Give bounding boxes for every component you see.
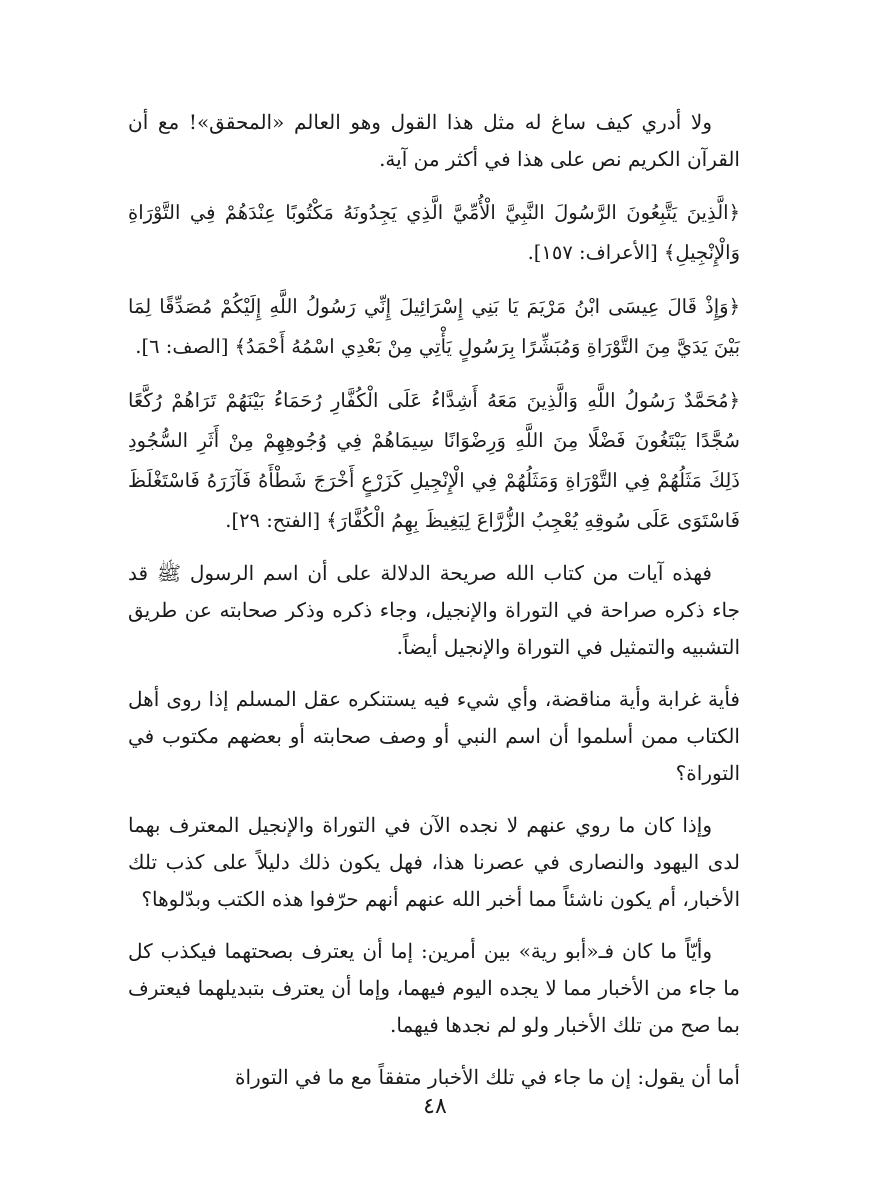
paragraph-2: فهذه آيات من كتاب الله صريحة الدلالة على أن اسم الرسول ﷺ قد جاء ذكره صراحة في التوراة والإنجيل، وجاء ذكره وذكر صحابته عن طريق التشبيه والتمثيل في التوراة والإنجيل أيضاً. [128,561,740,659]
paragraph-1: ولا أدري كيف ساغ له مثل هذا القول وهو العالم «المحقق»! مع أن القرآن الكريم نص على هذا في أكثر من آية. [128,110,740,171]
paragraph-5: وأيّاً ما كان فـ«أبو رية» بين أمرين: إما أن يعترف بصحتهما فيكذب كل ما جاء من الأخبار مما لا يجده اليوم فيهما، وإما أن يعترف بتبديلهما فيعترف بما صح من تلك الأخبار ولو لم نجدها فيهما. [128,939,740,1037]
paragraph-6: أما أن يقول: إن ما جاء في تلك الأخبار متفقاً مع ما في التوراة [234,1065,740,1089]
page-number: ٤٨ [423,1094,447,1119]
quran-verse-araf: ﴿الَّذِينَ يَتَّبِعُونَ الرَّسُولَ النَّبِيَّ الْأُمِّيَّ الَّذِي يَجِدُونَهُ مَكْتُوبًا عِنْدَهُمْ فِي التَّوْرَاةِ وَالْإِنْجِيلِ﴾ [الأعراف: ١٥٧]. [128,201,740,264]
quran-verse-fath: ﴿مُحَمَّدٌ رَسُولُ اللَّهِ وَالَّذِينَ مَعَهُ أَشِدَّاءُ عَلَى الْكُفَّارِ رُحَمَاءُ بَيْنَهُمْ تَرَاهُمْ رُكَّعًا سُجَّدًا يَبْتَغُونَ فَضْلًا مِنَ اللَّهِ وَرِضْوَانًا سِيمَاهُمْ فِي وُجُوهِهِمْ مِنْ أَثَرِ السُّجُودِ ذَلِكَ مَثَلُهُمْ فِي التَّوْرَاةِ وَمَثَلُهُمْ فِي الْإِنْجِيلِ كَزَرْعٍ أَخْرَجَ شَطْأَهُ فَآزَرَهُ فَاسْتَغْلَظَ فَاسْتَوَى عَلَى سُوقِهِ يُعْجِبُ الزُّرَّاعَ لِيَغِيظَ بِهِمُ الْكُفَّارَ﴾ [الفتح: ٢٩]. [128,389,740,532]
paragraph-4: وإذا كان ما روي عنهم لا نجده الآن في التوراة والإنجيل المعترف بهما لدى اليهود والنصارى في عصرنا هذا، فهل يكون ذلك دليلاً على كذب تلك الأخبار، أم يكون ناشئاً مما أخبر الله عنهم أنهم حرّفوا هذه الكتب وبدّلوها؟ [128,813,740,911]
paragraph-3: فأية غرابة وأية مناقضة، وأي شيء فيه يستنكره عقل المسلم إذا روى أهل الكتاب ممن أسلموا أن اسم النبي أو وصف صحابته أو بعضهم مكتوب في التوراة؟ [128,687,740,785]
page-body [128,104,740,1110]
quran-verse-saff: ﴿وَإِذْ قَالَ عِيسَى ابْنُ مَرْيَمَ يَا بَنِي إِسْرَائِيلَ إِنِّي رَسُولُ اللَّهِ إِلَيْكُمْ مُصَدِّقًا لِمَا بَيْنَ يَدَيَّ مِنَ التَّوْرَاةِ وَمُبَشِّرًا بِرَسُولٍ يَأْتِي مِنْ بَعْدِي اسْمُهُ أَحْمَدُ﴾ [الصف: ٦]. [128,295,740,358]
